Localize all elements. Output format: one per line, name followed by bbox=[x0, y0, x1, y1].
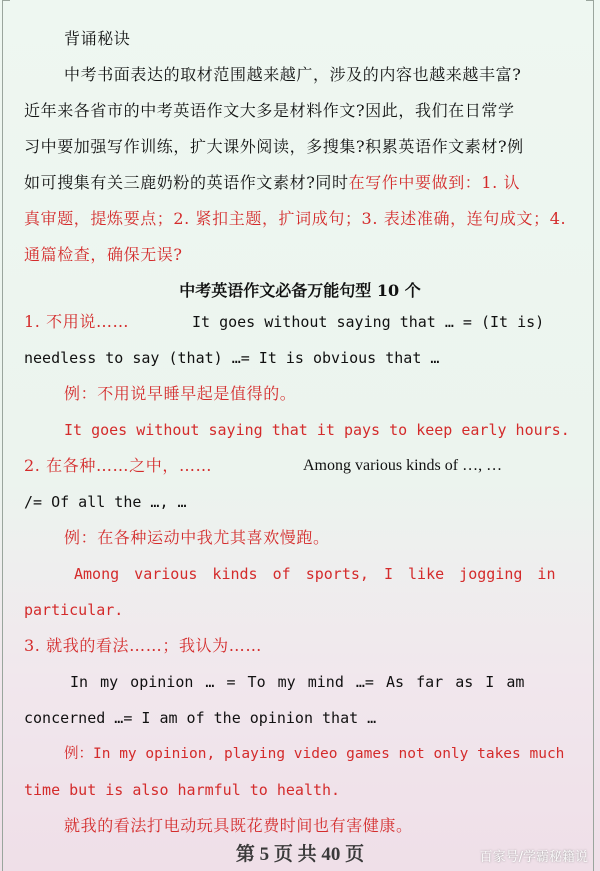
page-border-left bbox=[2, 0, 3, 871]
intro-line bbox=[24, 173, 520, 193]
intro-highlight-line: 真审题，提炼要点；2. 紧扣主题，扩词成句；3. 表述准确，连句成文；4. bbox=[24, 209, 567, 228]
watermark: 百家号/学霸秘籍说 bbox=[479, 850, 588, 865]
intro-line: 近年来各省市的中考英语作文大多是材料作文?因此，我们在日常学 bbox=[24, 101, 515, 120]
page-corner-mark bbox=[2, 0, 10, 1]
example-en: time but is also harmful to health. bbox=[24, 781, 341, 799]
example-en: 例：In my opinion, playing video games not only takes much bbox=[64, 746, 565, 762]
item-pattern: needless to say (that) …= It is obvious that … bbox=[24, 349, 440, 367]
section-heading: 背诵秘诀 bbox=[64, 29, 131, 48]
item-pattern: It goes without saying that … = (It is) bbox=[192, 313, 545, 331]
item-pattern: concerned …= I am of the opinion that … bbox=[24, 709, 377, 727]
example-en: It goes without saying that it pays to keep early hours. bbox=[64, 421, 570, 439]
item-pattern: /= Of all the …, … bbox=[24, 493, 187, 511]
example-cn: 例：在各种运动中我尤其喜欢慢跑。 bbox=[64, 528, 330, 547]
intro-text: 如可搜集有关三鹿奶粉的英语作文素材?同时 bbox=[24, 173, 349, 192]
item-pattern: Among various kinds of …, … bbox=[303, 457, 503, 474]
intro-highlight-line: 通篇检查，确保无误? bbox=[24, 245, 183, 264]
item-heading: 1. 不用说…… bbox=[24, 312, 130, 331]
page-number: 第 5 页 共 40 页 bbox=[235, 844, 365, 865]
item-heading: 3. 就我的看法……；我认为…… bbox=[24, 636, 262, 655]
example-en: particular. bbox=[24, 601, 124, 619]
page-border-right bbox=[593, 0, 594, 871]
intro-line: 中考书面表达的取材范围越来越广，涉及的内容也越来越丰富? bbox=[64, 65, 522, 84]
example-cn: 例：不用说早睡早起是值得的。 bbox=[64, 384, 297, 403]
list-title: 中考英语作文必备万能句型 10 个 bbox=[179, 281, 421, 300]
page-corner-mark bbox=[586, 0, 594, 1]
intro-highlight: 在写作中要做到：1. 认 bbox=[348, 173, 521, 192]
example-cn: 就我的看法打电动玩具既花费时间也有害健康。 bbox=[64, 816, 413, 835]
intro-line: 习中要加强写作训练，扩大课外阅读，多搜集?积累英语作文素材?例 bbox=[24, 137, 524, 156]
example-en: Among various kinds of sports, I like jogging in bbox=[74, 565, 556, 583]
item-heading: 2. 在各种……之中，…… bbox=[24, 456, 213, 475]
item-pattern: In my opinion … = To my mind …= As far as I am bbox=[70, 673, 525, 691]
